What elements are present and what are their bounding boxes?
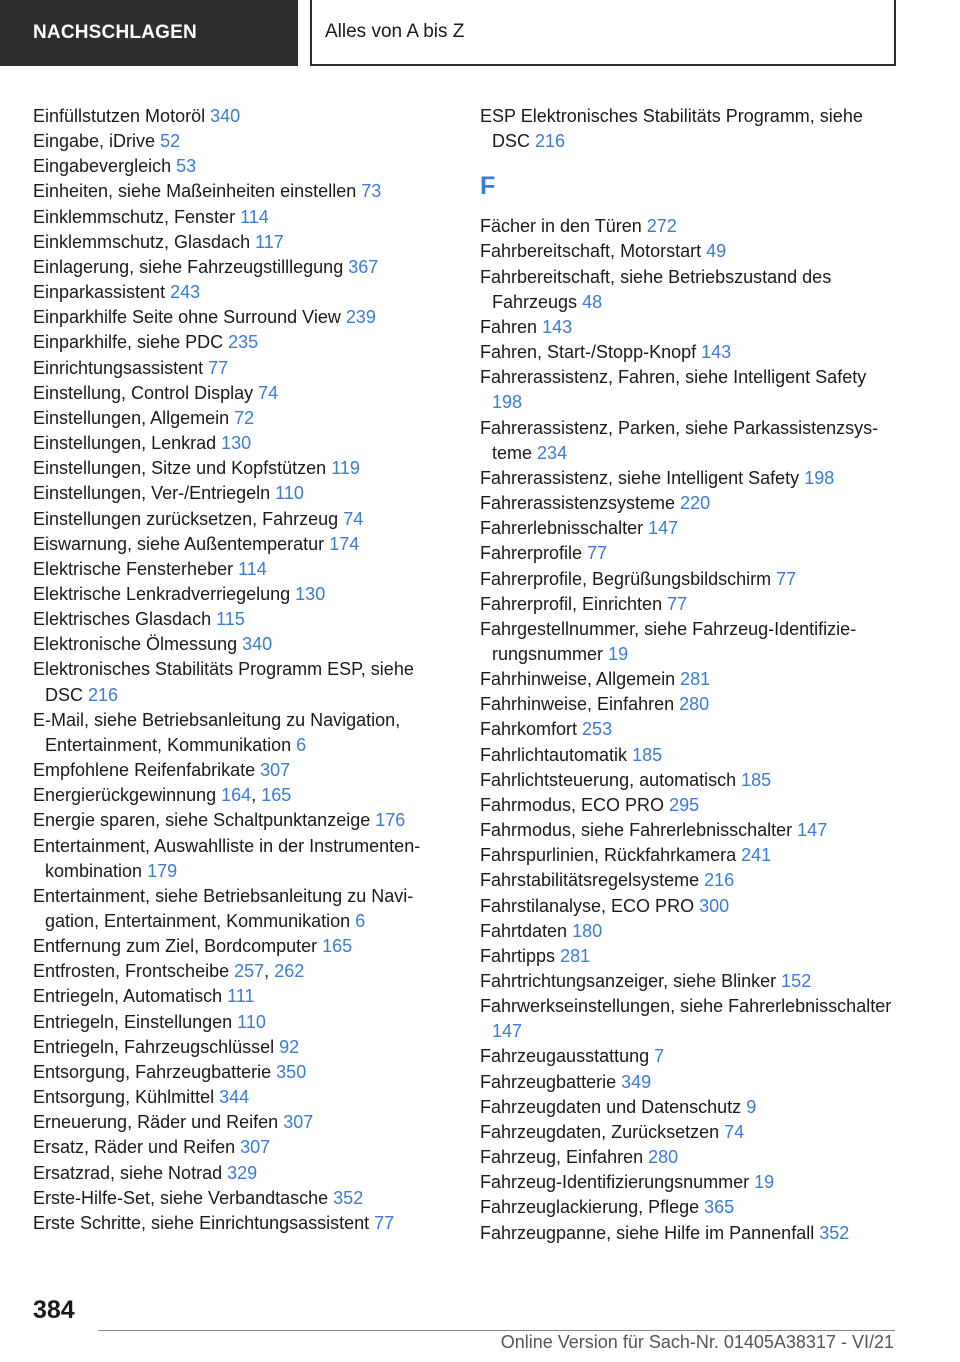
page-link[interactable]: 281 [680, 669, 711, 690]
index-entry [33, 1085, 453, 1110]
page-link[interactable]: 73 [361, 181, 382, 202]
index-entry: Entfrosten, Frontscheibe 257, 262 [33, 961, 305, 982]
entry-text: Fahrzeugausstattung [480, 1046, 650, 1067]
page-link[interactable]: 243 [170, 282, 201, 303]
index-entry [480, 214, 900, 239]
page-link[interactable]: 74 [343, 508, 364, 529]
page-link[interactable]: 115 [216, 609, 245, 630]
index-entry [480, 416, 900, 466]
entry-text: Erneuerung, Räder und Reifen [33, 1112, 279, 1133]
page-link[interactable]: 110 [275, 483, 304, 504]
page-link[interactable]: 281 [560, 945, 591, 966]
index-entry [480, 717, 900, 742]
entry-text: Fahrzeugbatterie [480, 1071, 617, 1092]
index-entry [480, 894, 900, 919]
entry-text: Eingabe, iDrive [33, 131, 156, 152]
entry-text: Fahren, Start-/Stopp-Knopf [480, 342, 697, 363]
page-link[interactable]: 180 [572, 920, 603, 941]
index-entry [480, 265, 900, 315]
index-entry [33, 330, 453, 355]
index-entry [480, 768, 900, 793]
page-link[interactable]: 147 [492, 1021, 523, 1042]
page-link[interactable]: 19 [608, 643, 629, 664]
entry-text: Entriegeln, Fahrzeugschlüssel [33, 1036, 275, 1057]
index-entry [33, 1035, 453, 1060]
entry-text: Elektrische Lenkradverriegelung [33, 583, 291, 604]
index-entry [33, 632, 453, 657]
index-column-left [33, 104, 453, 1236]
index-entry [33, 507, 453, 532]
index-entry [480, 667, 900, 692]
page-link[interactable]: 130 [221, 433, 252, 454]
page-link[interactable]: 185 [632, 744, 663, 765]
entry-text: Fahrspurlinien, Rückfahrkamera [480, 845, 737, 866]
index-entry [480, 104, 900, 154]
page-link[interactable]: 6 [355, 911, 366, 931]
index-entry [33, 708, 453, 758]
page-link[interactable]: 74 [258, 382, 279, 403]
index-entry [480, 1221, 900, 1246]
index-entry [33, 1110, 453, 1135]
page-link[interactable]: 216 [535, 131, 566, 152]
index-entry [33, 230, 453, 255]
entry-text: Entriegeln, Einstellungen [33, 1011, 233, 1032]
entry-text: Ersatzrad, siehe Notrad [33, 1162, 223, 1183]
page-link[interactable]: 48 [582, 291, 603, 312]
entry-text: Fahrbereitschaft, siehe Betriebszustand des Fahrzeugs [480, 266, 832, 312]
page-link[interactable]: 9 [746, 1096, 757, 1117]
entry-text: Fahrwerkseinstellungen, siehe Fahrerlebnisschalter [480, 996, 892, 1017]
entry-text: Fahrerassistenzsysteme [480, 493, 676, 514]
entry-text: Fahrzeugdaten, Zurücksetzen [480, 1121, 720, 1142]
entry-text: Einstellungen, Lenkrad [33, 433, 217, 454]
entry-text: Fahrstilanalyse, ECO PRO [480, 895, 695, 916]
index-entry [480, 843, 900, 868]
page-link[interactable]: 111 [227, 986, 255, 1007]
entry-text: Fahrstabilitätsregelsysteme [480, 870, 700, 891]
index-entry [33, 205, 453, 230]
index-entry [33, 758, 453, 783]
entry-text: Einstellungen, Ver-/Entriegeln [33, 483, 271, 504]
page-link[interactable]: 262 [274, 961, 305, 982]
entry-text: Fahrtdaten [480, 920, 568, 941]
index-entry [33, 532, 453, 557]
index-entry [480, 1070, 900, 1095]
page-link[interactable]: 130 [295, 583, 326, 604]
index-entry [480, 692, 900, 717]
entry-text: Erste Schritte, siehe Einrichtungsassistent [33, 1212, 370, 1233]
index-entry [480, 793, 900, 818]
entry-text: Fahrtrichtungsanzeiger, siehe Blinker [480, 971, 777, 991]
page-link[interactable]: 307 [283, 1112, 314, 1133]
entry-text: Fahrzeug-Identifizierungsnummer [480, 1172, 750, 1193]
entry-text: Entertainment, Auswahlliste in der Instrumentenkombination [33, 835, 421, 881]
page-link[interactable]: 340 [210, 106, 241, 126]
entry-text: Fahrerprofile, Begrüßungsbildschirm [480, 568, 772, 589]
entry-text: Elektrische Fensterheber [33, 558, 234, 579]
entry-text: Entriegeln, Automatisch [33, 986, 223, 1007]
index-entry [33, 104, 453, 129]
entry-text: Fahrbereitschaft, Motorstart [480, 241, 702, 262]
page-link[interactable]: 165 [322, 936, 353, 957]
entry-text: Einheiten, siehe Maßeinheiten einstellen [33, 181, 357, 202]
page-link[interactable]: 164 [221, 785, 252, 806]
page-link[interactable]: 234 [537, 442, 568, 463]
entry-text: Entertainment, siehe Betriebsanleitung zu Navigation, Entertainment, Kommunikation [33, 885, 414, 931]
index-entry [33, 934, 453, 959]
page-link[interactable]: 307 [260, 760, 291, 781]
page-link[interactable]: 114 [238, 558, 267, 579]
page-link[interactable]: 272 [646, 216, 677, 237]
page-link[interactable]: 349 [621, 1071, 652, 1092]
index-entry [33, 1135, 453, 1160]
index-entry [33, 381, 453, 406]
index-entry [33, 481, 453, 506]
entry-text: Energie sparen, siehe Schaltpunktanzeige [33, 810, 371, 831]
index-entry [33, 582, 453, 607]
entry-text: Elektrisches Glasdach [33, 609, 212, 630]
entry-text: Fahrlichtsteuerung, automatisch [480, 769, 737, 790]
entry-text: Fahrerlebnisschalter [480, 518, 644, 539]
index-entry [33, 280, 453, 305]
page-link[interactable]: 280 [679, 694, 710, 715]
entry-text: Fahrgestellnummer, siehe Fahrzeug-Identifizierungsnummer [480, 618, 857, 664]
index-entry [480, 516, 900, 541]
page-link[interactable]: 329 [227, 1162, 258, 1183]
index-entry [33, 1010, 453, 1035]
page-link[interactable]: 74 [724, 1121, 745, 1142]
index-entry [480, 1170, 900, 1195]
entry-text: Fahrerassistenz, Fahren, siehe Intelligent Safety [480, 367, 867, 388]
entry-text: Fahrerprofil, Einrichten [480, 593, 663, 614]
index-entry [33, 255, 453, 280]
index-entry [480, 743, 900, 768]
chapter-title: Alles von A bis Z [310, 0, 896, 66]
page-link[interactable]: 72 [234, 407, 255, 428]
page-number: 384 [33, 1296, 75, 1324]
index-entry [33, 834, 453, 884]
page-link[interactable]: 350 [276, 1061, 307, 1082]
page-link[interactable]: 147 [797, 820, 828, 841]
page-link[interactable]: 241 [741, 845, 772, 866]
page-link[interactable]: 174 [329, 533, 360, 554]
page-link[interactable]: 53 [176, 156, 197, 177]
page-link[interactable]: 307 [240, 1137, 271, 1158]
entry-text: Einstellungen zurücksetzen, Fahrzeug [33, 508, 339, 529]
index-entry [33, 129, 453, 154]
index-entry [480, 818, 900, 843]
page-link[interactable]: 235 [228, 332, 259, 353]
footer-divider [98, 1330, 895, 1331]
index-entry [33, 657, 453, 707]
entry-text: Elektronisches Stabilitäts Programm ESP, siehe DSC [33, 659, 414, 705]
entry-text: Erste-Hilfe-Set, siehe Verbandtasche [33, 1187, 329, 1208]
entry-text: Fahrkomfort [480, 719, 578, 740]
index-entry [33, 456, 453, 481]
page-link[interactable]: 198 [492, 392, 523, 413]
entry-text: Einstellungen, Sitze und Kopfstützen [33, 458, 327, 479]
page-link[interactable]: 117 [255, 231, 284, 252]
index-entry [480, 239, 900, 264]
page-link[interactable]: 77 [587, 543, 608, 564]
index-entry [33, 406, 453, 431]
index-entry [480, 969, 900, 994]
index-entry [480, 592, 900, 617]
page-link[interactable]: 367 [348, 256, 379, 277]
entry-text: Fahrerassistenz, Parken, siehe Parkassistenzsysteme [480, 417, 879, 463]
page-link[interactable]: 110 [237, 1011, 266, 1032]
index-entry [33, 984, 453, 1009]
entry-text: Entfernung zum Ziel, Bordcomputer [33, 936, 318, 957]
page-link[interactable]: 344 [219, 1087, 250, 1108]
index-entry [480, 1145, 900, 1170]
page-link[interactable]: 220 [680, 493, 711, 514]
entry-text: Einparkhilfe Seite ohne Surround View [33, 307, 341, 328]
entry-text: Einstellung, Control Display [33, 382, 254, 403]
index-entry [480, 365, 900, 415]
section-tab: NACHSCHLAGEN [0, 0, 298, 66]
page-link[interactable]: 6 [296, 734, 307, 755]
index-column-right [480, 104, 900, 1246]
page-link[interactable]: 185 [741, 769, 772, 790]
page-link[interactable]: 77 [776, 568, 797, 589]
index-entry [480, 491, 900, 516]
page-link[interactable]: 176 [375, 810, 406, 831]
page-link[interactable]: 152 [781, 971, 812, 991]
page-link[interactable]: 280 [648, 1147, 679, 1168]
page-link[interactable]: 7 [654, 1046, 665, 1067]
entry-text: Eiswarnung, siehe Außentemperatur [33, 533, 325, 554]
page-link[interactable]: 253 [582, 719, 613, 740]
footer-text: Online Version für Sach-Nr. 01405A38317 - VI/21 [500, 1332, 894, 1352]
entry-text: Einparkhilfe, siehe PDC [33, 332, 224, 353]
entry-text: Fächer in den Türen [480, 216, 642, 237]
page-link[interactable]: 77 [208, 357, 229, 378]
index-entry [33, 356, 453, 381]
page-link[interactable]: 352 [819, 1222, 850, 1243]
section-letter: F [480, 172, 496, 201]
index-entry [480, 868, 900, 893]
index-entry [33, 154, 453, 179]
index-entry [33, 1161, 453, 1186]
page-link[interactable]: 365 [704, 1197, 735, 1218]
page-link[interactable]: 143 [542, 316, 573, 337]
entry-text: Fahrzeuglackierung, Pflege [480, 1197, 700, 1218]
page-link[interactable]: 114 [240, 206, 269, 227]
page-link[interactable]: 49 [706, 241, 727, 262]
entry-text: Fahrmodus, siehe Fahrerlebnisschalter [480, 820, 793, 841]
page-link[interactable]: 77 [667, 593, 688, 614]
entry-text: Fahrerprofile [480, 543, 583, 564]
entry-text: Einstellungen, Allgemein [33, 407, 230, 428]
page-link[interactable]: 147 [648, 518, 679, 539]
page-link[interactable]: 77 [374, 1212, 395, 1233]
page-link[interactable]: 295 [669, 794, 700, 815]
entry-text: Fahrhinweise, Einfahren [480, 694, 675, 715]
index-entry [480, 1120, 900, 1145]
page-link[interactable]: 92 [279, 1036, 300, 1057]
index-entry [480, 944, 900, 969]
entry-text: Einparkassistent [33, 282, 166, 303]
index-entry [480, 466, 900, 491]
page-link[interactable]: 216 [704, 870, 735, 891]
page-link[interactable]: 239 [345, 307, 376, 328]
index-entry [33, 179, 453, 204]
entry-text: Fahrzeug, Einfahren [480, 1147, 644, 1168]
entry-text: Fahrtipps [480, 945, 556, 966]
entry-text: Fahrzeugpanne, siehe Hilfe im Pannenfall [480, 1222, 815, 1243]
index-entry [33, 1186, 453, 1211]
page-header [0, 0, 960, 66]
entry-text: Einlagerung, siehe Fahrzeugstilllegung [33, 256, 344, 277]
entry-text: Fahrlichtautomatik [480, 744, 628, 765]
index-entry [480, 567, 900, 592]
page-link[interactable]: 198 [804, 467, 835, 488]
page-link[interactable]: 352 [333, 1187, 364, 1208]
page-link[interactable]: 340 [242, 634, 273, 655]
page-link[interactable]: 119 [331, 458, 360, 479]
index-entry [480, 1095, 900, 1120]
index-entry [480, 315, 900, 340]
index-entry [33, 431, 453, 456]
page-link[interactable]: 216 [88, 684, 119, 705]
index-entry [33, 884, 453, 934]
index-entry [480, 1044, 900, 1069]
entry-text: Einklemmschutz, Fenster [33, 206, 236, 227]
entry-text: Eingabevergleich [33, 156, 172, 177]
index-entry: Energierückgewinnung 164, 165 [33, 785, 292, 806]
entry-text: Elektronische Ölmessung [33, 634, 238, 655]
entry-text: E-Mail, siehe Betriebsanleitung zu Navigation, Entertainment, Kommunikation [33, 709, 401, 755]
index-entry [33, 305, 453, 330]
entry-text: Fahren [480, 316, 538, 337]
entry-text: Fahrmodus, ECO PRO [480, 794, 665, 815]
index-entry [33, 1060, 453, 1085]
entry-text: ESP Elektronisches Stabilitäts Programm, siehe DSC [480, 106, 863, 152]
entry-text: Fahrzeugdaten und Datenschutz [480, 1096, 742, 1117]
entry-text: Energierückgewinnung [33, 785, 217, 806]
index-entry [33, 1211, 453, 1236]
page-link[interactable]: 143 [701, 342, 732, 363]
entry-text: Einklemmschutz, Glasdach [33, 231, 251, 252]
index-entry [480, 541, 900, 566]
index-entry [480, 617, 900, 667]
page-link[interactable]: 19 [754, 1172, 775, 1193]
entry-text: Entfrosten, Frontscheibe [33, 961, 230, 982]
page-link[interactable]: 52 [160, 131, 181, 152]
page-link[interactable]: 300 [699, 895, 730, 916]
entry-text: Fahrhinweise, Allgemein [480, 669, 676, 690]
entry-text: Ersatz, Räder und Reifen [33, 1137, 236, 1158]
entry-text: Empfohlene Reifenfabrikate [33, 760, 256, 781]
index-entry [480, 919, 900, 944]
page-link[interactable]: 165 [261, 785, 292, 806]
entry-text: Einrichtungsassistent [33, 357, 204, 378]
index-entry [480, 1195, 900, 1220]
entry-text: Einfüllstutzen Motoröl [33, 106, 206, 126]
index-entry [33, 607, 453, 632]
index-entry [33, 808, 453, 833]
entry-text: Entsorgung, Fahrzeugbatterie [33, 1061, 272, 1082]
index-entry [33, 557, 453, 582]
entry-text: Fahrerassistenz, siehe Intelligent Safety [480, 467, 800, 488]
entry-text: Entsorgung, Kühlmittel [33, 1087, 215, 1108]
page-link[interactable]: 257 [234, 961, 265, 982]
page-link[interactable]: 179 [147, 860, 178, 881]
index-entry [480, 994, 900, 1044]
index-entry [480, 340, 900, 365]
